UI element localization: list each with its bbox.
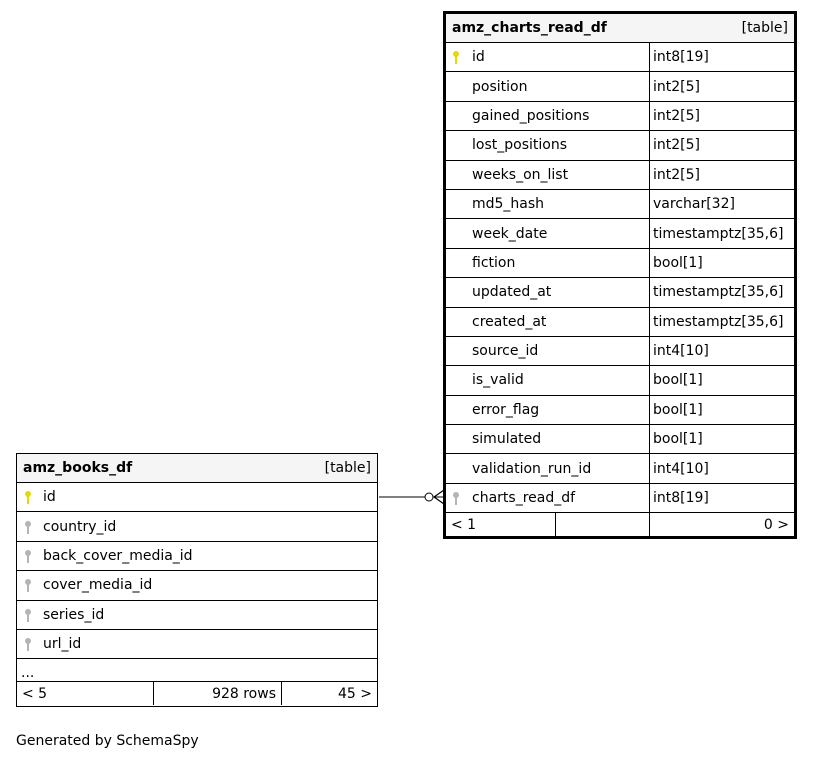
parents-count[interactable]: < 1	[446, 513, 556, 536]
column-type: timestamptz[35,6]	[653, 313, 784, 330]
column-name: validation_run_id	[472, 460, 592, 477]
column-type: int2[5]	[653, 137, 700, 154]
column-name: simulated	[472, 431, 542, 448]
column-name: week_date	[472, 225, 548, 242]
column-name: lost_positions	[472, 137, 567, 154]
column-name: id	[472, 49, 485, 66]
column-row-weeks-on-list[interactable]	[446, 161, 794, 190]
table-name[interactable]: amz_charts_read_df	[452, 20, 607, 36]
column-row-validation-run-id[interactable]	[446, 454, 794, 483]
column-name: error_flag	[472, 401, 540, 418]
column-name: weeks_on_list	[472, 166, 569, 183]
foreign-key-icon	[24, 549, 32, 563]
more-columns-ellipsis: ...	[17, 659, 377, 682]
primary-key-icon	[24, 490, 32, 504]
column-row-position[interactable]	[446, 72, 794, 101]
column-type: int4[10]	[653, 460, 709, 477]
foreign-key-icon	[24, 578, 32, 592]
column-row-source-id[interactable]	[446, 337, 794, 366]
column-type: bool[1]	[653, 372, 703, 389]
foreign-key-icon	[24, 608, 32, 622]
column-type: timestamptz[35,6]	[653, 284, 784, 301]
table-name[interactable]: amz_books_df	[23, 460, 133, 476]
column-name: cover_media_id	[43, 577, 153, 594]
column-type: bool[1]	[653, 401, 703, 418]
column-row-id[interactable]	[17, 483, 377, 512]
table-header	[446, 14, 794, 43]
column-name: charts_read_df	[472, 490, 576, 507]
children-count[interactable]: 45 >	[338, 685, 372, 702]
table-header	[17, 454, 377, 483]
column-type: bool[1]	[653, 431, 703, 448]
parents-count[interactable]: < 5	[17, 682, 154, 705]
column-row-is-valid[interactable]	[446, 366, 794, 395]
column-row-simulated[interactable]	[446, 425, 794, 454]
column-row-week-date[interactable]	[446, 219, 794, 248]
column-type: bool[1]	[653, 254, 703, 271]
column-name: url_id	[43, 636, 82, 653]
column-name: is_valid	[472, 372, 524, 389]
table-footer	[446, 513, 794, 536]
foreign-key-icon	[24, 520, 32, 534]
column-type: int2[5]	[653, 107, 700, 124]
table-footer	[17, 682, 377, 705]
table-amz-books-df[interactable]	[16, 453, 378, 707]
column-name: md5_hash	[472, 196, 545, 213]
column-row-url-id[interactable]	[17, 630, 377, 659]
column-name: fiction	[472, 254, 516, 271]
column-row-created-at[interactable]	[446, 308, 794, 337]
column-row-cover-media-id[interactable]	[17, 571, 377, 600]
column-name: back_cover_media_id	[43, 547, 193, 564]
table-kind: [table]	[324, 460, 371, 476]
column-name: created_at	[472, 313, 547, 330]
foreign-key-icon	[452, 491, 460, 505]
column-list	[17, 483, 377, 659]
column-row-charts-read-df[interactable]	[446, 484, 794, 513]
rows-count: 928 rows	[154, 682, 282, 705]
column-type: int8[19]	[653, 49, 709, 66]
column-type: int4[10]	[653, 343, 709, 360]
rows-count	[556, 513, 650, 536]
column-row-fiction[interactable]	[446, 249, 794, 278]
table-kind: [table]	[741, 20, 788, 36]
column-row-md5-hash[interactable]	[446, 190, 794, 219]
foreign-key-icon	[24, 637, 32, 651]
column-row-updated-at[interactable]	[446, 278, 794, 307]
column-name: gained_positions	[472, 107, 590, 124]
column-list	[446, 43, 794, 513]
column-type: int2[5]	[653, 166, 700, 183]
column-row-country-id[interactable]	[17, 512, 377, 541]
table-amz-charts-read-df[interactable]	[443, 11, 797, 539]
column-name: country_id	[43, 518, 117, 535]
column-name: series_id	[43, 606, 105, 623]
column-name: source_id	[472, 343, 539, 360]
column-name: id	[43, 489, 56, 506]
column-row-gained-positions[interactable]	[446, 102, 794, 131]
column-row-id[interactable]	[446, 43, 794, 72]
column-row-series-id[interactable]	[17, 601, 377, 630]
column-row-back-cover-media-id[interactable]	[17, 542, 377, 571]
column-name: position	[472, 78, 528, 95]
column-row-error-flag[interactable]	[446, 396, 794, 425]
column-type: varchar[32]	[653, 196, 735, 213]
column-type: timestamptz[35,6]	[653, 225, 784, 242]
primary-key-icon	[452, 50, 460, 64]
column-type: int8[19]	[653, 490, 709, 507]
generated-by-text: Generated by SchemaSpy	[16, 733, 199, 749]
column-name: updated_at	[472, 284, 552, 301]
children-count[interactable]: 0 >	[763, 516, 789, 533]
column-type: int2[5]	[653, 78, 700, 95]
zero-cardinality-circle	[425, 493, 433, 501]
column-row-lost-positions[interactable]	[446, 131, 794, 160]
